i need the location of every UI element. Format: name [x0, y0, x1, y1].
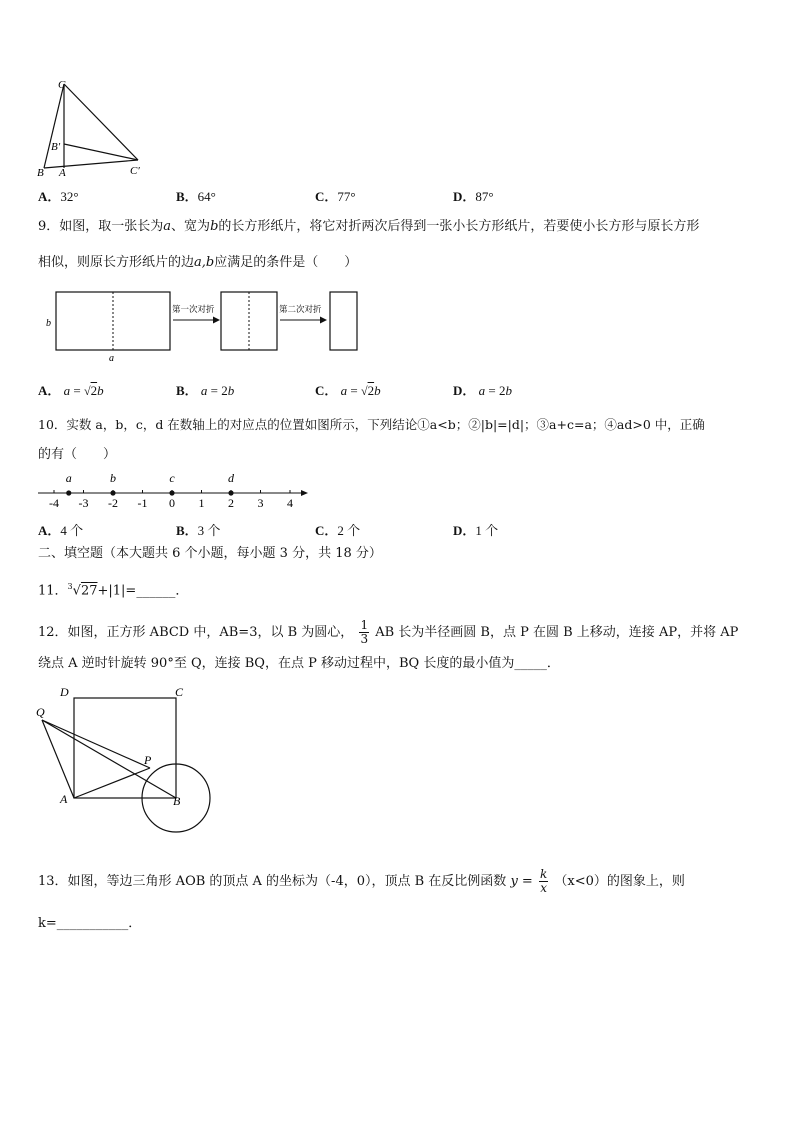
q10-line2: 的有（ ）: [38, 447, 117, 462]
axis-tick-label: -4: [49, 496, 59, 510]
q12-answer-blank[interactable]: _____: [514, 656, 547, 671]
q9-option-a[interactable]: A． a = √2b: [38, 383, 104, 398]
axis-tick-label: -3: [78, 496, 89, 510]
q9-fig-arrow2-label: 第二次对折: [279, 304, 322, 314]
q12-line1: 12．如图，正方形 ABCD 中，AB=3，以 B 为圆心， $\frac{1}{3}$ AB 长为半径画圆 B，点 P 在圆 B 上移动，连接 AP，并将 AP: [38, 618, 739, 646]
point-d: [228, 490, 233, 495]
axis-tick-label: -2: [108, 496, 118, 510]
q11-answer-blank[interactable]: ______: [136, 583, 176, 599]
q11-line: 11．$^3$√27+|1|=______．: [38, 582, 189, 599]
q12-fig-label-a: A: [60, 792, 68, 806]
section-title-fill-blank: 二、填空题（本大题共 6 个小题，每小题 3 分，共 18 分）: [38, 546, 382, 561]
fig8-label-b-prime: B′: [51, 141, 61, 153]
q12-line2: 绕点 A 逆时针旋转 90°至 Q，连接 BQ，在点 P 移动过程中，BQ 长度的最小值为_____．: [38, 656, 560, 671]
q8-option-b[interactable]: B．64°: [176, 189, 216, 204]
q12-fig-label-p: P: [144, 753, 152, 767]
axis-tick-label: 4: [287, 496, 293, 510]
q10-option-d[interactable]: D．1 个: [453, 523, 499, 538]
point-label-d: d: [228, 471, 234, 485]
q12-fig-label-c: C: [175, 685, 184, 699]
q12-figure: [30, 682, 220, 836]
q10-option-c[interactable]: C．2 个: [315, 523, 361, 538]
fig8-label-c: C: [58, 79, 66, 91]
q9-figure: [40, 286, 370, 364]
q8-figure: [34, 78, 154, 178]
q9-option-d[interactable]: D． a = 2b: [453, 383, 512, 398]
q10-option-b[interactable]: B．3 个: [176, 523, 221, 538]
point-label-c: c: [169, 471, 175, 485]
q12-fig-label-d: D: [60, 685, 69, 699]
point-label-a: a: [65, 471, 72, 485]
axis-tick-label: 3: [257, 496, 264, 510]
q13-line2: k=___________．: [38, 916, 142, 931]
q12-fig-label-b: B: [173, 794, 181, 808]
q9-line2: 相似，则原长方形纸片的边a,b应满足的条件是（ ）: [38, 255, 358, 270]
q12-fig-label-q: Q: [36, 705, 45, 719]
q8-option-a[interactable]: A．32°: [38, 189, 79, 204]
point-label-b: b: [110, 471, 116, 485]
q10-line1: 10．实数 a，b，c，d 在数轴上的对应点的位置如图所示，下列结论①a<b；②|b|=|d|；③a+c=a；④ad>0 中，正确: [38, 417, 705, 432]
q10-number-line: [38, 469, 310, 513]
q9-option-b[interactable]: B． a = 2b: [176, 383, 235, 398]
q9-fig-label-a: a: [109, 353, 114, 364]
point-a: [66, 490, 71, 495]
fig8-label-a: A: [59, 167, 66, 178]
point-b: [110, 490, 115, 495]
q10-option-a[interactable]: A．4 个: [38, 523, 84, 538]
fig8-label-b: B: [37, 167, 44, 178]
point-c: [169, 490, 174, 495]
axis-tick-label: 2: [228, 496, 234, 510]
q8-option-d[interactable]: D．87°: [453, 189, 494, 204]
q13-answer-blank[interactable]: ___________: [56, 916, 129, 931]
axis-tick-label: -1: [137, 496, 148, 510]
q9-line1: 9．如图，取一张长为a、宽为b的长方形纸片，将它对折两次后得到一张小长方形纸片，若要使小长方形与原长方形: [38, 219, 700, 234]
axis-tick-label: 0: [169, 496, 175, 510]
fig8-label-c-prime: C′: [130, 165, 140, 177]
q8-option-c[interactable]: C．77°: [315, 189, 356, 204]
q9-option-c[interactable]: C． a = √2b: [315, 383, 381, 398]
q9-fig-label-b: b: [46, 318, 51, 329]
axis-tick-label: 1: [198, 496, 205, 510]
q9-fig-arrow1-label: 第一次对折: [172, 304, 215, 314]
q13-line1: 13．如图，等边三角形 AOB 的顶点 A 的坐标为（-4，0），顶点 B 在反比例函数 y = $\frac{k}{x}$ （x<0）的图象上，则: [38, 867, 685, 895]
